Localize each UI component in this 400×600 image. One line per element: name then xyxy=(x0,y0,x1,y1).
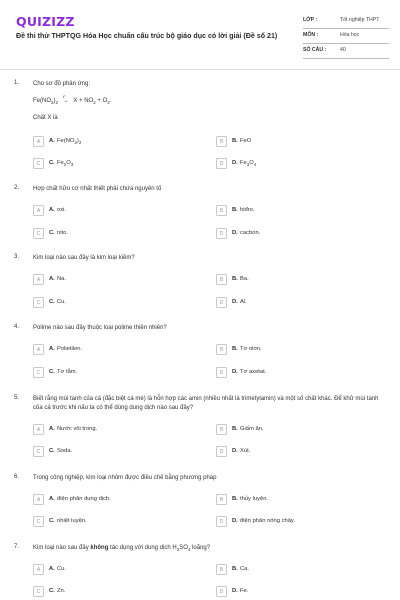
meta-value-count: 40 xyxy=(340,47,346,53)
option-letter: D. xyxy=(232,588,238,594)
reaction-part: ) xyxy=(53,98,56,104)
reaction-arrow xyxy=(60,94,72,106)
option-b[interactable] xyxy=(216,424,376,435)
option-text: Na. xyxy=(57,276,67,282)
question-number: 2. xyxy=(14,185,20,191)
question-number: 3. xyxy=(14,254,20,260)
option-text xyxy=(57,160,73,167)
question-subprompt: Chất X là xyxy=(33,115,58,121)
question-prompt: Biết rằng mùi tanh của cá (đặc biệt cá mè) là hỗn hợp các amin (nhiều nhất là trimetylamin) và một số chất khác. Để khử mùi tanh của cá trước khi nấu ta có thể dùng dung dịch nào sau đây? xyxy=(33,396,379,411)
option-c[interactable] xyxy=(33,297,193,308)
option-box: C xyxy=(33,158,44,169)
option-box: C xyxy=(33,367,44,378)
option-text-part: Fe xyxy=(240,160,247,166)
option-sub: 3 xyxy=(70,162,74,168)
option-letter: A. xyxy=(49,566,55,572)
question-number: 7. xyxy=(14,544,20,550)
question-prompt: Hợp chất hữu cơ nhất thiết phải chứa nguyên tố xyxy=(33,186,162,192)
question-prompt xyxy=(33,544,383,554)
option-text: Zn. xyxy=(57,588,66,594)
meta-value-subject: Hóa học xyxy=(340,32,360,38)
option-c[interactable] xyxy=(33,367,193,378)
option-text: Ba. xyxy=(240,276,249,282)
reaction-sub: 3 xyxy=(51,100,54,106)
option-letter: C. xyxy=(49,588,55,594)
question-prompt: Trong công nghiệp, kim loại nhôm được điều chế bằng phương pháp xyxy=(33,475,217,481)
option-box: A xyxy=(33,344,44,355)
option-sub: 4 xyxy=(253,162,257,168)
option-letter: D. xyxy=(232,369,238,375)
option-b[interactable] xyxy=(216,344,376,355)
option-box: C xyxy=(33,228,44,239)
option-d[interactable] xyxy=(216,297,376,308)
option-text: Soda. xyxy=(57,448,73,454)
option-a[interactable] xyxy=(33,136,193,147)
option-a[interactable] xyxy=(33,274,193,285)
option-letter: A. xyxy=(49,426,55,432)
option-letter: C. xyxy=(49,160,55,166)
question-prompt: Cho sơ đồ phản ứng: xyxy=(33,81,90,87)
option-b[interactable] xyxy=(216,136,376,147)
meta-value-class: Tốt nghiệp THPT xyxy=(340,17,380,23)
quizizz-logo: QUIZIZZ xyxy=(16,14,75,29)
option-d[interactable] xyxy=(216,158,376,169)
meta-row-count xyxy=(303,44,389,59)
option-box: D xyxy=(216,586,227,597)
option-text: Giấm ăn. xyxy=(240,426,264,432)
option-d[interactable] xyxy=(216,228,376,239)
option-box: B xyxy=(216,136,227,147)
prompt-part: tác dụng với dung dịch H xyxy=(108,545,177,551)
option-box: B xyxy=(216,274,227,285)
meta-key-class: LỚP : xyxy=(303,17,318,23)
option-letter: C. xyxy=(49,230,55,236)
reaction-sub: 2 xyxy=(93,100,96,106)
reaction-part: . xyxy=(109,98,112,104)
option-box: D xyxy=(216,228,227,239)
reaction-sub: 2 xyxy=(55,100,59,106)
option-b[interactable] xyxy=(216,494,376,505)
option-box: B xyxy=(216,494,227,505)
option-letter: D. xyxy=(232,160,238,166)
option-box: C xyxy=(33,297,44,308)
option-c[interactable] xyxy=(33,158,193,169)
worksheet-header xyxy=(0,0,400,66)
option-a[interactable] xyxy=(33,205,193,216)
option-box: B xyxy=(216,564,227,575)
question-number: 4. xyxy=(14,324,20,330)
prompt-sub: 2 xyxy=(176,547,180,553)
option-letter: D. xyxy=(232,230,238,236)
option-text-part: Fe xyxy=(57,160,64,166)
option-a[interactable] xyxy=(33,494,193,505)
option-letter: B. xyxy=(232,276,238,282)
option-box: A xyxy=(33,494,44,505)
option-d[interactable] xyxy=(216,586,376,597)
option-letter: B. xyxy=(232,346,238,352)
page-title: Đề thi thử THPTQG Hóa Học chuẩn cấu trúc bộ giáo dục có lời giải (Đề số 21) xyxy=(16,32,278,40)
option-box: C xyxy=(33,446,44,457)
meta-row-subject xyxy=(303,29,389,44)
meta-info-table xyxy=(303,14,389,59)
option-box: D xyxy=(216,158,227,169)
option-letter: A. xyxy=(49,496,55,502)
option-letter: D. xyxy=(232,518,238,524)
question-prompt: Polime nào sau đây thuộc loại polime thiên nhiên? xyxy=(33,325,167,331)
prompt-part: SO xyxy=(179,545,188,551)
option-text xyxy=(240,160,256,167)
option-box: D xyxy=(216,367,227,378)
option-box: D xyxy=(216,446,227,457)
option-text: Tơ tằm. xyxy=(57,369,78,375)
arrow-icon: → xyxy=(62,98,69,104)
option-letter: B. xyxy=(232,426,238,432)
option-text: Xút. xyxy=(240,448,251,454)
question-number: 5. xyxy=(14,395,20,401)
option-text: điện phân nóng chảy. xyxy=(240,518,296,524)
option-d[interactable] xyxy=(216,446,376,457)
option-b[interactable] xyxy=(216,274,376,285)
option-text: Ca. xyxy=(240,566,250,572)
option-b[interactable] xyxy=(216,564,376,575)
option-box: D xyxy=(216,516,227,527)
option-letter: D. xyxy=(232,299,238,305)
option-box: C xyxy=(33,586,44,597)
option-letter: C. xyxy=(49,518,55,524)
question-prompt: Kim loại nào sau đây là kim loại kiềm? xyxy=(33,255,135,261)
prompt-sub: 4 xyxy=(187,547,191,553)
option-c[interactable] xyxy=(33,446,193,457)
option-letter: C. xyxy=(49,299,55,305)
option-box: A xyxy=(33,564,44,575)
option-letter: D. xyxy=(232,448,238,454)
option-letter: A. xyxy=(49,207,55,213)
meta-key-subject: MÔN : xyxy=(303,32,319,38)
option-text-part: Fe(NO xyxy=(57,138,75,144)
reaction-equation xyxy=(33,94,383,107)
option-letter: B. xyxy=(232,496,238,502)
option-b[interactable] xyxy=(216,205,376,216)
option-text: nhiệt luyện. xyxy=(57,518,87,524)
option-c[interactable] xyxy=(33,586,193,597)
prompt-emphasis: không xyxy=(90,545,109,551)
option-text: điện phân dung dịch. xyxy=(57,496,111,502)
option-box: B xyxy=(216,205,227,216)
option-text: Tơ axetat. xyxy=(240,369,267,375)
option-text: nito. xyxy=(57,230,68,236)
option-letter: A. xyxy=(49,346,55,352)
meta-row-class xyxy=(303,14,389,29)
option-text: thủy luyện. xyxy=(240,496,269,502)
option-letter: C. xyxy=(49,369,55,375)
option-box: B xyxy=(216,424,227,435)
reaction-arrow-condition: t° xyxy=(62,94,66,99)
option-sub: 3 xyxy=(246,162,250,168)
question-number: 1. xyxy=(14,80,20,86)
option-letter: A. xyxy=(49,276,55,282)
option-sub: 3 xyxy=(74,140,77,146)
meta-key-count: SỐ CÂU : xyxy=(303,47,327,53)
option-d[interactable] xyxy=(216,367,376,378)
reaction-part: Fe(NO xyxy=(33,98,51,104)
option-a[interactable] xyxy=(33,424,193,435)
option-text: hiđro. xyxy=(240,207,255,213)
option-letter: A. xyxy=(49,138,55,144)
option-box: A xyxy=(33,274,44,285)
option-text-part: O xyxy=(66,160,71,166)
option-box: D xyxy=(216,297,227,308)
header-divider xyxy=(0,69,400,70)
prompt-part: Kim loại nào sau đây xyxy=(33,545,91,551)
question-number: 6. xyxy=(14,474,20,480)
option-text: Tơ olon. xyxy=(240,346,262,352)
option-text: Al. xyxy=(240,299,247,305)
option-text: FeO xyxy=(240,138,252,144)
option-c[interactable] xyxy=(33,516,193,527)
option-c[interactable] xyxy=(33,228,193,239)
option-text: Cu. xyxy=(57,566,67,572)
reaction-part: + O xyxy=(95,98,108,104)
option-box: A xyxy=(33,205,44,216)
option-box: C xyxy=(33,516,44,527)
option-text: Cu. xyxy=(57,299,67,305)
option-text: cacbon. xyxy=(240,230,261,236)
option-d[interactable] xyxy=(216,516,376,527)
option-letter: B. xyxy=(232,207,238,213)
option-text: Polietilen. xyxy=(57,346,83,352)
option-letter: B. xyxy=(232,566,238,572)
option-sub: 2 xyxy=(63,162,67,168)
reaction-part: X + NO xyxy=(73,98,94,104)
option-a[interactable] xyxy=(33,564,193,575)
option-text-part: ) xyxy=(76,138,79,144)
option-letter: B. xyxy=(232,138,238,144)
prompt-part: loãng? xyxy=(190,545,211,551)
reaction-sub: 2 xyxy=(107,100,110,106)
option-box: B xyxy=(216,344,227,355)
option-box: A xyxy=(33,424,44,435)
option-text: Fe. xyxy=(240,588,249,594)
option-box: A xyxy=(33,136,44,147)
option-text: oxi. xyxy=(57,207,67,213)
option-text xyxy=(57,138,81,145)
option-letter: C. xyxy=(49,448,55,454)
option-a[interactable] xyxy=(33,344,193,355)
option-text: Nước vôi trong. xyxy=(57,426,98,432)
option-sub: 2 xyxy=(78,140,82,146)
option-text-part: O xyxy=(249,160,254,166)
